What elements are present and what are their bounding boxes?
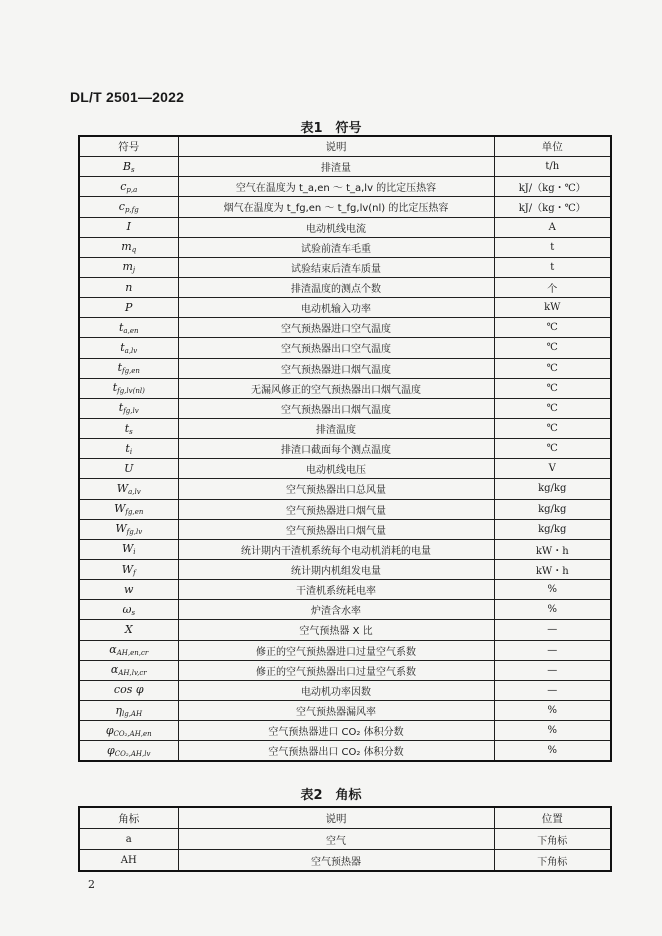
table-row: [79, 741, 611, 762]
position-cell: 下角标: [494, 829, 611, 850]
column-header-symbol: 符号: [79, 136, 178, 157]
symbol-cell: $W_i$: [79, 539, 178, 559]
table-row: [79, 338, 611, 358]
unit-cell: %: [494, 580, 611, 600]
table-row: [79, 559, 611, 579]
unit-cell: —: [494, 640, 611, 660]
symbol-cell: U: [79, 459, 178, 479]
description-cell: 烟气在温度为 t_fg,en ～ t_fg,lv(nl) 的比定压热容: [178, 197, 494, 217]
table1-title: 表1 符号: [300, 121, 362, 136]
description-cell: 排渣量: [178, 157, 494, 177]
symbol-cell: $\varphi_{CO_2,AH,en}$: [79, 721, 178, 741]
unit-cell: kJ/（kg・℃）: [494, 197, 611, 217]
description-cell: 空气预热器出口烟气量: [178, 519, 494, 539]
unit-cell: 个: [494, 277, 611, 297]
unit-cell: A: [494, 217, 611, 237]
symbol-cell: cos φ: [79, 680, 178, 700]
unit-cell: V: [494, 459, 611, 479]
symbol-cell: $\alpha_{AH,lv,cr}$: [79, 660, 178, 680]
symbol-cell: $t_{a,lv}$: [79, 338, 178, 358]
table-row: [79, 519, 611, 539]
subscript-cell: a: [79, 829, 178, 850]
description-cell: 空气: [178, 829, 494, 850]
description-cell: 排渣口截面每个测点温度: [178, 439, 494, 459]
description-cell: 空气预热器: [178, 850, 494, 872]
table-row: [79, 318, 611, 338]
description-cell: 电动机输入功率: [178, 298, 494, 318]
description-cell: 空气预热器进口 CO₂ 体积分数: [178, 721, 494, 741]
description-cell: 空气预热器出口总风量: [178, 479, 494, 499]
symbol-cell: $t_{fg,lv(nl)}$: [79, 378, 178, 398]
description-cell: 修正的空气预热器进口过量空气系数: [178, 640, 494, 660]
unit-cell: kg/kg: [494, 499, 611, 519]
description-cell: 空气预热器漏风率: [178, 700, 494, 720]
description-cell: 无漏风修正的空气预热器出口烟气温度: [178, 378, 494, 398]
table-row: [79, 157, 611, 177]
table2-title: 表2 角标: [300, 788, 362, 803]
unit-cell: —: [494, 620, 611, 640]
description-cell: 空气预热器进口空气温度: [178, 318, 494, 338]
table-row: [79, 197, 611, 217]
table-row: [79, 600, 611, 620]
column-header-description: 说明: [178, 807, 494, 829]
symbol-cell: $t_i$: [79, 439, 178, 459]
symbols-table: [78, 135, 612, 762]
symbol-cell: $t_{fg,en}$: [79, 358, 178, 378]
description-cell: 炉渣含水率: [178, 600, 494, 620]
table-row: [79, 580, 611, 600]
subscript-cell: AH: [79, 850, 178, 872]
description-cell: 空气预热器出口空气温度: [178, 338, 494, 358]
unit-cell: t/h: [494, 157, 611, 177]
symbol-cell: $W_f$: [79, 559, 178, 579]
column-header-description: 说明: [178, 136, 494, 157]
description-cell: 排渣温度: [178, 418, 494, 438]
table-row: [79, 217, 611, 237]
symbol-cell: $t_s$: [79, 418, 178, 438]
description-cell: 修正的空气预热器出口过量空气系数: [178, 660, 494, 680]
unit-cell: ℃: [494, 439, 611, 459]
description-cell: 空气预热器进口烟气温度: [178, 358, 494, 378]
table-header-row: [79, 136, 611, 157]
column-header-subscript: 角标: [79, 807, 178, 829]
table-row: [79, 298, 611, 318]
table-row: [79, 539, 611, 559]
symbol-cell: P: [79, 298, 178, 318]
unit-cell: kJ/（kg・℃）: [494, 177, 611, 197]
table-row: [79, 257, 611, 277]
description-cell: 统计期内干渣机系统每个电动机消耗的电量: [178, 539, 494, 559]
table-row: [79, 640, 611, 660]
symbol-cell: $t_{a,en}$: [79, 318, 178, 338]
description-cell: 试验结束后渣车质量: [178, 257, 494, 277]
unit-cell: %: [494, 600, 611, 620]
description-cell: 排渣温度的测点个数: [178, 277, 494, 297]
table-row: [79, 499, 611, 519]
unit-cell: %: [494, 700, 611, 720]
table-row: [79, 660, 611, 680]
table-row: [79, 358, 611, 378]
unit-cell: —: [494, 660, 611, 680]
symbol-cell: $m_q$: [79, 237, 178, 257]
table-row: [79, 237, 611, 257]
table-row: [79, 439, 611, 459]
symbol-cell: $W_{fg,lv}$: [79, 519, 178, 539]
description-cell: 空气预热器进口烟气量: [178, 499, 494, 519]
symbol-cell: $\varphi_{CO_2,AH,lv}$: [79, 741, 178, 762]
table-row: [79, 398, 611, 418]
symbol-cell: $c_{p,fg}$: [79, 197, 178, 217]
description-cell: 试验前渣车毛重: [178, 237, 494, 257]
symbol-cell: $\eta_{lg,AH}$: [79, 700, 178, 720]
unit-cell: ℃: [494, 318, 611, 338]
unit-cell: %: [494, 721, 611, 741]
table-row: [79, 459, 611, 479]
description-cell: 电动机功率因数: [178, 680, 494, 700]
table-row: [79, 378, 611, 398]
unit-cell: ℃: [494, 338, 611, 358]
symbol-cell: $\omega_s$: [79, 600, 178, 620]
unit-cell: kW: [494, 298, 611, 318]
table-row: [79, 620, 611, 640]
table-header-row: [79, 807, 611, 829]
symbol-cell: $t_{fg,lv}$: [79, 398, 178, 418]
table-row: [79, 700, 611, 720]
description-cell: 空气预热器出口 CO₂ 体积分数: [178, 741, 494, 762]
page-number: 2: [88, 878, 95, 891]
standard-code: DL/T 2501—2022: [70, 89, 185, 105]
description-cell: 空气预热器出口烟气温度: [178, 398, 494, 418]
unit-cell: ℃: [494, 358, 611, 378]
unit-cell: kW・h: [494, 559, 611, 579]
table-row: [79, 829, 611, 850]
symbol-cell: X: [79, 620, 178, 640]
unit-cell: t: [494, 257, 611, 277]
column-header-unit: 单位: [494, 136, 611, 157]
table-row: [79, 277, 611, 297]
table-row: [79, 680, 611, 700]
symbol-cell: $\alpha_{AH,en,cr}$: [79, 640, 178, 660]
table-row: [79, 177, 611, 197]
description-cell: 统计期内机组发电量: [178, 559, 494, 579]
unit-cell: t: [494, 237, 611, 257]
description-cell: 空气预热器 X 比: [178, 620, 494, 640]
position-cell: 下角标: [494, 850, 611, 872]
description-cell: 电动机线电流: [178, 217, 494, 237]
description-cell: 电动机线电压: [178, 459, 494, 479]
symbol-cell: n: [79, 277, 178, 297]
symbol-cell: $W_{fg,en}$: [79, 499, 178, 519]
unit-cell: kg/kg: [494, 479, 611, 499]
unit-cell: ℃: [494, 398, 611, 418]
table-row: [79, 850, 611, 872]
symbol-cell: w: [79, 580, 178, 600]
description-cell: 空气在温度为 t_a,en ～ t_a,lv 的比定压热容: [178, 177, 494, 197]
unit-cell: —: [494, 680, 611, 700]
table-row: [79, 721, 611, 741]
unit-cell: %: [494, 741, 611, 762]
unit-cell: ℃: [494, 378, 611, 398]
unit-cell: kg/kg: [494, 519, 611, 539]
symbol-cell: $m_j$: [79, 257, 178, 277]
unit-cell: kW・h: [494, 539, 611, 559]
symbol-cell: I: [79, 217, 178, 237]
subscripts-table: [78, 806, 612, 872]
column-header-position: 位置: [494, 807, 611, 829]
table-row: [79, 418, 611, 438]
symbol-cell: $B_s$: [79, 157, 178, 177]
description-cell: 干渣机系统耗电率: [178, 580, 494, 600]
unit-cell: ℃: [494, 418, 611, 438]
symbol-cell: $W_{a,lv}$: [79, 479, 178, 499]
symbol-cell: $c_{p,a}$: [79, 177, 178, 197]
table-row: [79, 479, 611, 499]
